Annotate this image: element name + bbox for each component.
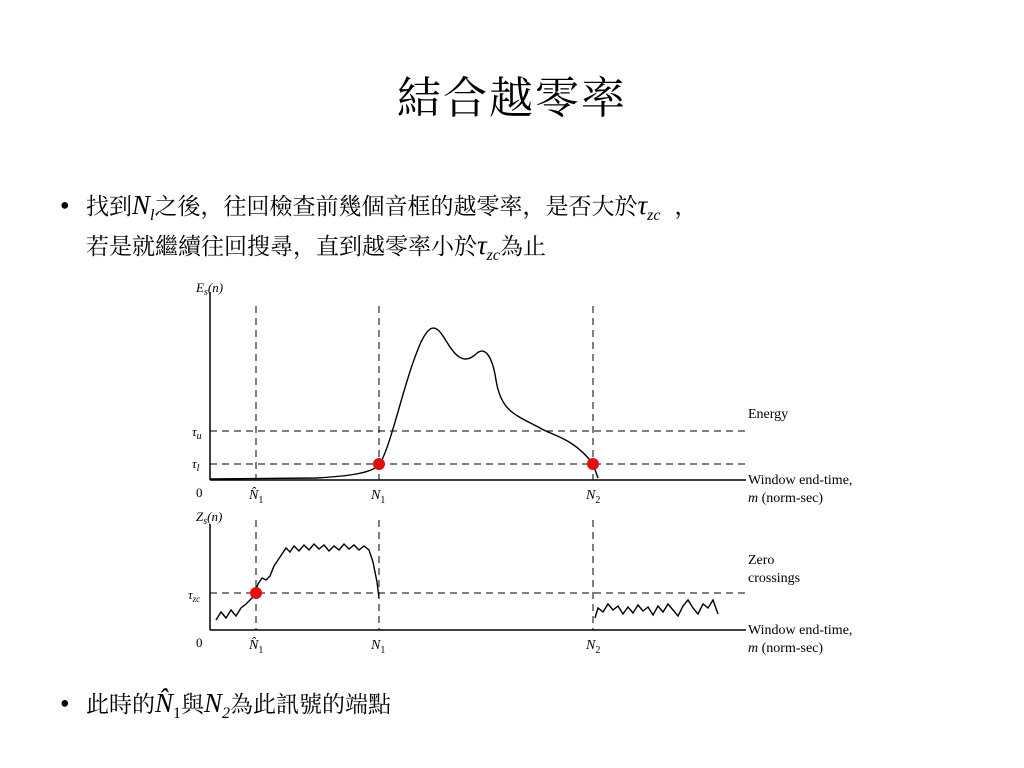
n1hat-symbol: N̂ (155, 688, 174, 718)
n1-marker-dot (373, 458, 385, 470)
tau-zc-subscript-2: zc (486, 247, 500, 264)
zcr-curve-label-2: crossings (748, 571, 801, 586)
energy-curve (210, 328, 598, 479)
energy-zero-label: 0 (196, 485, 203, 500)
energy-n1-label: $N_1$ (371, 488, 386, 506)
bullet-1-line-2 (86, 228, 546, 273)
zcr-curve-trailing-noise (595, 600, 718, 618)
bullet-2-text-b: 與 (181, 692, 205, 718)
tau-u-label: $\tau_u$ (192, 424, 202, 442)
bullet-1-text-e: 為止 (500, 234, 546, 260)
slide-title: 結合越零率 (397, 73, 627, 124)
zcr-curve-label-1: Zero (748, 553, 775, 568)
tau-zc-label: $\tau_{zc}$ (188, 587, 201, 604)
n2-subscript: 2 (222, 705, 231, 722)
zcr-zero-label: 0 (196, 635, 203, 650)
zcr-n1-label: $N_1$ (371, 638, 386, 656)
bullet-2-text-c: 為此訊號的端點 (230, 692, 392, 718)
bullet-1-text-a: 找到 (86, 194, 132, 220)
bullet-1-text-c: ， (674, 194, 698, 220)
tau-zc-symbol-2: τ (477, 230, 487, 260)
bullet-2 (58, 686, 391, 731)
energy-panel (192, 280, 852, 506)
energy-curve-label: Energy (748, 407, 789, 422)
zcr-panel (188, 509, 852, 656)
tau-zc-symbol: τ (637, 190, 648, 220)
endpoint-detection-figure (166, 270, 892, 670)
energy-n1hat-label: $N̂_1$ (249, 488, 264, 506)
zcr-n2-label: $N_2$ (586, 638, 601, 656)
zcr-y-label: $Z_s(n)$ (196, 509, 223, 527)
energy-y-label: $E_s(n)$ (196, 280, 224, 298)
tau-l-label: $\tau_l$ (192, 456, 200, 474)
bullet-dot: • (58, 194, 72, 220)
energy-axis-label-2: m (norm-sec) (748, 491, 824, 506)
n2-symbol: N (204, 688, 223, 718)
n-l-symbol: N (132, 190, 151, 220)
zcr-axis-label-1: Window end-time, (748, 623, 853, 638)
zcr-curve-speech (216, 544, 379, 620)
bullet-1-line-1 (58, 188, 697, 233)
bullet-dot-2: • (58, 692, 72, 718)
n1hat-marker-dot (250, 587, 262, 599)
zcr-n1hat-label: $N̂_1$ (249, 638, 264, 656)
bullet-1-text-b: 之後，往回檢查前幾個音框的越零率，是否大於 (154, 194, 638, 220)
n1hat-subscript: 1 (173, 705, 182, 722)
tau-zc-subscript: zc (647, 207, 661, 224)
energy-n2-label: $N_2$ (586, 488, 601, 506)
bullet-2-text-a: 此時的 (86, 692, 155, 718)
n-l-subscript: l (150, 207, 155, 224)
bullet-1-text-d: 若是就繼續往回搜尋，直到越零率小於 (86, 234, 477, 260)
energy-axis-label-1: Window end-time, (748, 473, 853, 488)
n2-marker-dot (587, 458, 599, 470)
zcr-axis-label-2: m (norm-sec) (748, 641, 824, 656)
